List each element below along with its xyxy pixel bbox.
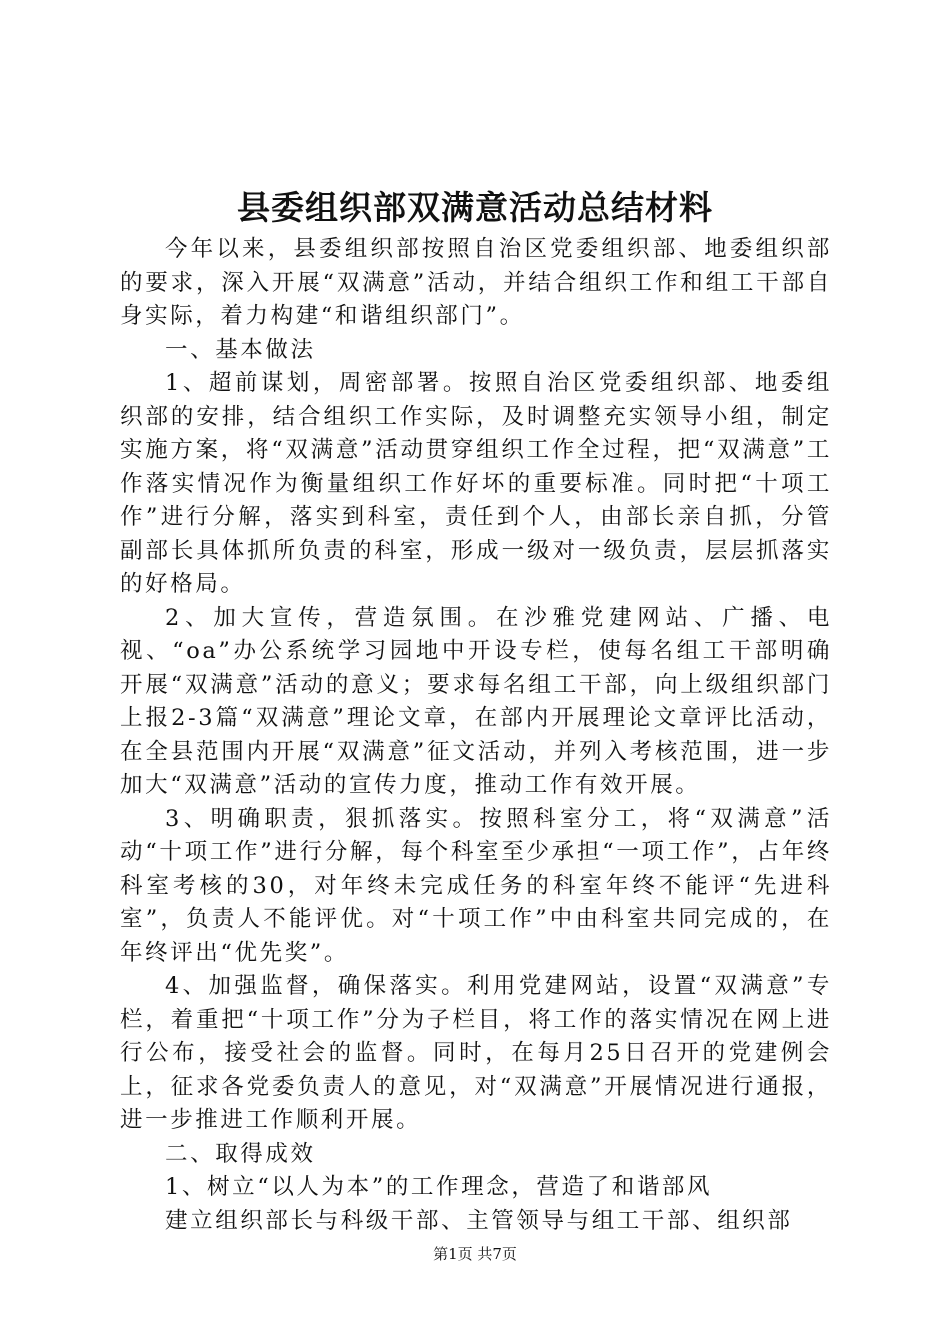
paragraph-responsibilities: 3、明确职责，狠抓落实。按照科室分工，将“双满意”活动“十项工作”进行分解，每个科室至少承担“一项工作”，占年终科室考核的30，对年终未完成任务的科室年终不能评“先进科室”，负责人不能评优。对“十项工作”中由科室共同完成的，在年终评出“优先奖”。 [120, 805, 832, 966]
paragraph-planning: 1、超前谋划，周密部署。按照自治区党委组织部、地委组织部的安排，结合组织工作实际，及时调整充实领导小组，制定实施方案，将“双满意”活动贯穿组织工作全过程，把“双满意”工作落实情况作为衡量组织工作好坏的重要标准。同时把“十项工作”进行分解，落实到科室，责任到个人，由部长亲自抓，分管副部长具体抓所负责的科室，形成一级对一级负责，层层抓落实的好格局。 [120, 370, 832, 597]
page-footer: 第1页 共7页 [433, 1245, 517, 1263]
intro-paragraph: 今年以来，县委组织部按照自治区党委组织部、地委组织部的要求，深入开展“双满意”活动，并结合组织工作和组工干部自身实际，着力构建“和谐组织部门”。 [120, 236, 832, 329]
section-heading-results: 二、取得成效 [165, 1140, 316, 1167]
document-title: 县委组织部双满意活动总结材料 [237, 188, 713, 227]
section-heading-basic-methods: 一、基本做法 [165, 336, 316, 363]
paragraph-publicity: 2、加大宣传，营造氛围。在沙雅党建网站、广播、电视、“oa”办公系统学习园地中开设专栏，使每名组工干部明确开展“双满意”活动的意义；要求每名组工干部，向上级组织部门上报2-3篇“双满意”理论文章，在部内开展理论文章评比活动，在全县范围内开展“双满意”征文活动，并列入考核范围，进一步加大“双满意”活动的宣传力度，推动工作有效开展。 [120, 604, 832, 798]
paragraph-people-oriented: 1、树立“以人为本”的工作理念，营造了和谐部风 [165, 1174, 713, 1200]
paragraph-continued: 建立组织部长与科级干部、主管领导与组工干部、组织部 [165, 1207, 793, 1234]
paragraph-supervision: 4、加强监督，确保落实。利用党建网站，设置“双满意”专栏，着重把“十项工作”分为子栏目，将工作的落实情况在网上进行公布，接受社会的监督。同时，在每月25日召开的党建例会上，征求各党委负责人的意见，对“双满意”开展情况进行通报，进一步推进工作顺利开展。 [120, 973, 832, 1133]
document-body [120, 233, 832, 1238]
